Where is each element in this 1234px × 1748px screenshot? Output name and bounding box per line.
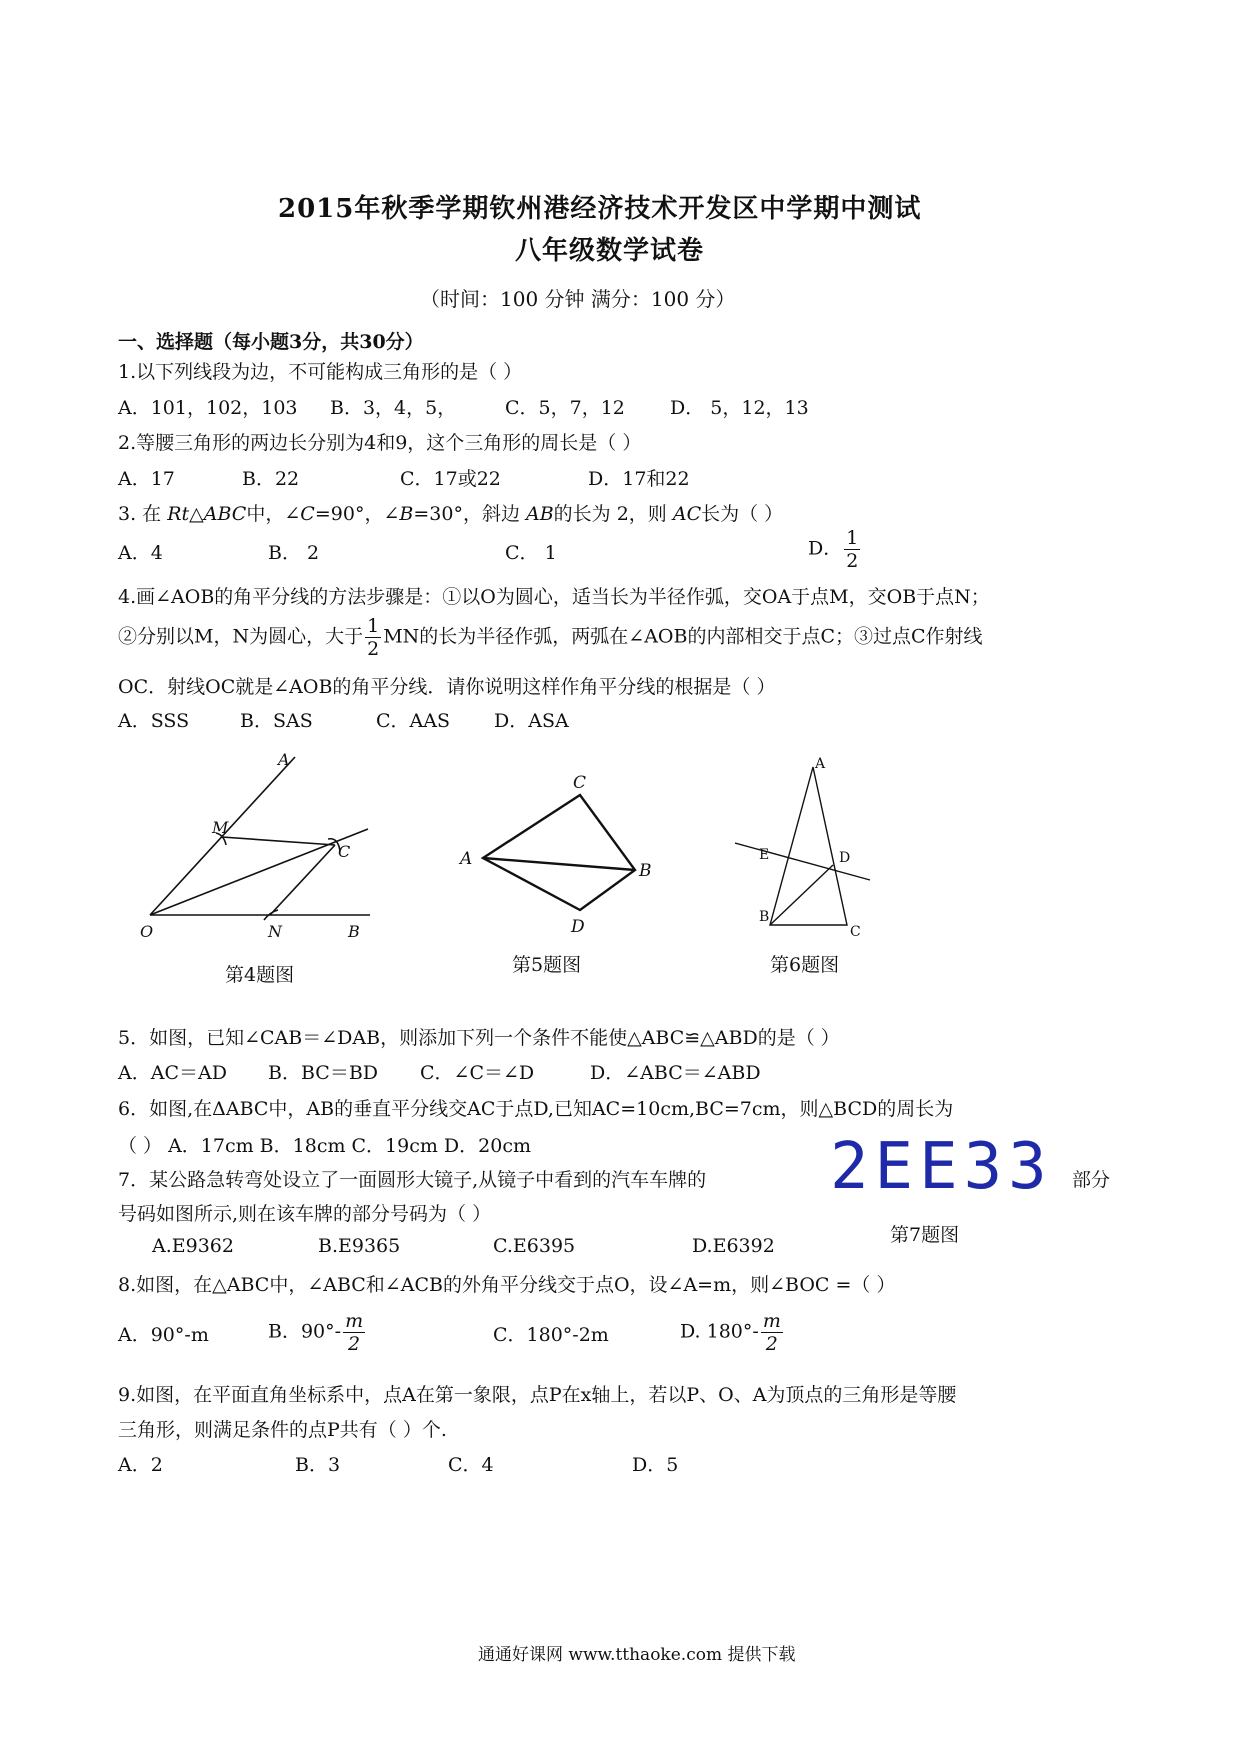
page-title: 2015年秋季学期钦州港经济技术开发区中学期中测试 (278, 194, 922, 224)
q7-line1-end: 部分 (1072, 1169, 1111, 1191)
q4-line2: ②分别以M，N为圆心，大于 $\frac{1}{2}$ MN的长为半径作弧，两弧在∠AOB的内部相交于点C；③过点C作射线 (118, 615, 983, 660)
label-m: M (212, 818, 229, 837)
label-a: A (815, 756, 826, 772)
footer-source: 通通好课网 www.tthaoke.com 提供下载 (478, 1645, 796, 1665)
q5-option-b: B．BC＝BD (268, 1062, 379, 1084)
q2-option-d: D．17和22 (588, 468, 690, 490)
q6-options: （ ） A．17cm B．18cm C．19cm D．20cm (118, 1135, 531, 1157)
q4-option-c: C．AAS (376, 710, 450, 732)
page-subtitle: 八年级数学试卷 (515, 236, 705, 266)
q3-option-d: D． $\frac{1}{2}$ (808, 527, 859, 572)
label-c: C (850, 924, 861, 940)
q7-line1: 7．某公路急转弯处设立了一面圆形大镜子,从镜子中看到的汽车车牌的 (118, 1169, 707, 1191)
q7-option-d: D.E6392 (692, 1235, 775, 1257)
q6-stem: 6．如图,在ΔABC中，AB的垂直平分线交AC于点D,已知AC=10cm,BC=7cm，则△BCD的周长为 (118, 1098, 954, 1120)
q7-line2: 号码如图所示,则在该车牌的部分号码为（ ） (118, 1203, 492, 1225)
label-d: D (839, 850, 851, 866)
label-e: E (759, 847, 770, 863)
figure-4 (130, 745, 380, 950)
q7-option-b: B.E9365 (318, 1235, 401, 1257)
label-n: N (268, 922, 282, 941)
q7-option-c: C.E6395 (493, 1235, 576, 1257)
q8-stem: 8.如图，在△ABC中，∠ABC和∠ACB的外角平分线交于点O，设∠A=m，则∠BOC =（ ） (118, 1274, 896, 1296)
q1-option-d: D． 5，12，13 (670, 397, 809, 419)
q2-option-b: B．22 (242, 468, 300, 490)
q5-option-a: A．AC＝AD (118, 1062, 227, 1084)
q4-option-a: A．SSS (118, 710, 190, 732)
q8-option-d: D. 180°- $\frac{m}{2}$ (680, 1310, 781, 1355)
figure-4-caption: 第4题图 (225, 964, 295, 986)
q3-option-b: B． 2 (268, 542, 320, 564)
q9-line2: 三角形，则满足条件的点P共有（ ）个. (118, 1419, 447, 1441)
figure-6-caption: 第6题图 (770, 954, 840, 976)
label-b: B (759, 909, 770, 925)
q4-option-d: D．ASA (494, 710, 569, 732)
fraction: $\frac{m}{2}$ (762, 1310, 781, 1355)
ray-oc (150, 829, 368, 915)
figure-5 (455, 770, 655, 945)
q2-option-c: C．17或22 (400, 468, 501, 490)
q2-stem: 2.等腰三角形的两边长分别为4和9，这个三角形的周长是（ ） (118, 432, 642, 454)
arc-line-mc (222, 837, 335, 845)
q4-line1: 4.画∠AOB的角平分线的方法步骤是：①以O为圆心，适当长为半径作弧，交OA于点M，交OB于点N； (118, 586, 990, 608)
quadrilateral-acbd (483, 795, 635, 910)
q9-option-a: A．2 (118, 1454, 163, 1476)
label-a: A (278, 750, 290, 769)
figure-5-caption: 第5题图 (512, 954, 582, 976)
q8-option-a: A．90°-m (118, 1324, 209, 1346)
q4-line3: OC．射线OC就是∠AOB的角平分线．请你说明这样作角平分线的根据是（ ） (118, 676, 776, 698)
exam-meta: （时间：100 分钟 满分：100 分） (420, 287, 736, 311)
figure-6 (735, 755, 880, 945)
label-c: C (573, 773, 587, 793)
q3-option-c: C． 1 (505, 542, 557, 564)
q9-option-b: B．3 (295, 1454, 341, 1476)
q3-option-a: A．4 (118, 542, 163, 564)
label-a: A (460, 849, 473, 869)
segment-bd (770, 865, 833, 925)
fraction: $\frac{m}{2}$ (345, 1310, 364, 1355)
segment-ab (483, 858, 635, 870)
q1-stem: 1.以下列线段为边，不可能构成三角形的是（ ） (118, 361, 523, 383)
fraction: $\frac{1}{2}$ (367, 615, 380, 660)
q8-option-c: C．180°-2m (493, 1324, 609, 1346)
q5-option-c: C．∠C＝∠D (420, 1062, 535, 1084)
q4-option-b: B．SAS (240, 710, 313, 732)
q9-line1: 9.如图，在平面直角坐标系中，点A在第一象限，点P在x轴上，若以P、O、A为顶点的三角形是等腰 (118, 1384, 957, 1406)
fraction: $\frac{1}{2}$ (846, 527, 859, 572)
label-c: C (338, 842, 351, 861)
q5-stem: 5．如图，已知∠CAB＝∠DAB，则添加下列一个条件不能使△ABC≌△ABD的是（ ） (118, 1027, 840, 1049)
q5-option-d: D．∠ABC＝∠ABD (590, 1062, 761, 1084)
q2-option-a: A．17 (118, 468, 175, 490)
q1-option-c: C．5，7，12 (505, 397, 625, 419)
license-plate-mirror: 2EE33 (830, 1130, 1053, 1204)
label-d: D (571, 917, 585, 937)
q7-option-a: A.E9362 (152, 1235, 234, 1257)
q1-option-a: A．101，102，103 (118, 397, 298, 419)
triangle-abc (770, 767, 847, 925)
q9-option-d: D．5 (632, 1454, 679, 1476)
figure-7-caption: 第7题图 (890, 1224, 960, 1246)
q9-option-c: C．4 (448, 1454, 494, 1476)
section-heading: 一、选择题（每小题3分，共30分） (118, 331, 424, 353)
q3-stem: 3. 在 Rt△ABC中，∠C=90°，∠B=30°，斜边 AB的长为 2，则 AC长为（ ） (118, 503, 784, 525)
label-b: B (348, 922, 360, 941)
label-b: B (639, 861, 652, 881)
label-o: O (140, 922, 154, 941)
q1-option-b: B．3，4，5， (330, 397, 457, 419)
q8-option-b: B．90°- $\frac{m}{2}$ (268, 1310, 364, 1355)
